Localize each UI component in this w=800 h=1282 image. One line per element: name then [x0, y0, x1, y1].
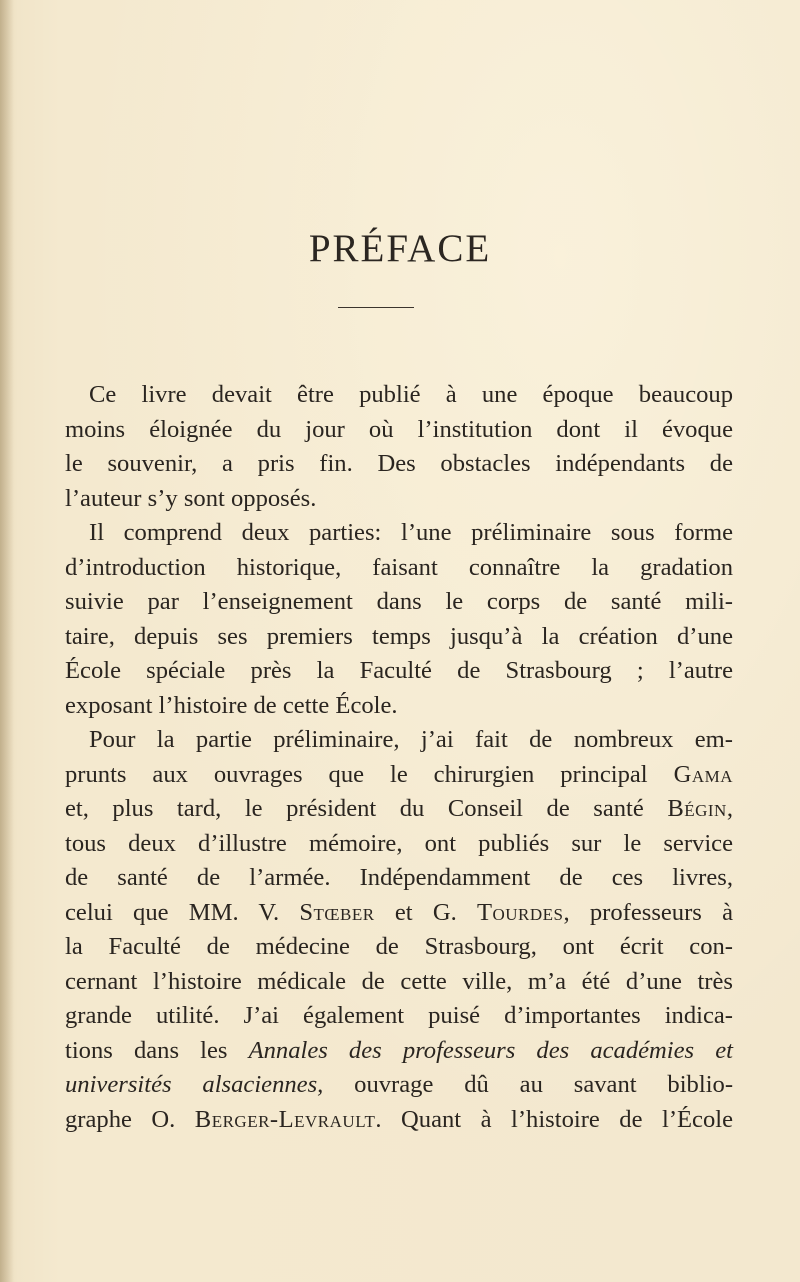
text-line: [65, 896, 733, 931]
text-run: tions dans les: [65, 1036, 249, 1064]
author-name: Stœber: [299, 898, 375, 926]
text-line: [65, 1068, 733, 1103]
text-line: [65, 792, 733, 827]
text-line: taire, depuis ses premiers temps jusqu’à la création d’une: [65, 622, 733, 650]
text-line: le souvenir, a pris fin. Des obstacles indépendants de: [65, 450, 733, 477]
binding-shadow: [0, 0, 14, 1282]
text-line: moins éloignée du jour où l’institution dont il évoque: [65, 415, 733, 443]
book-title: Annales des professeurs des académies et: [248, 1036, 733, 1064]
text-line: Il comprend deux parties: l’une préliminaire sous forme: [89, 519, 733, 546]
text-line: grande utilité. J’ai également puisé d’importantes indica-: [65, 1002, 733, 1029]
text-line: Pour la partie préliminaire, j’ai fait de nombreux em-: [89, 726, 733, 753]
preface-text: [65, 378, 733, 1137]
text-run: prunts aux ouvrages que le chirurgien principal: [65, 760, 674, 788]
text-run: graphe O.: [65, 1105, 195, 1133]
author-name: Berger-Levrault: [194, 1105, 376, 1133]
text-run: et G.: [374, 898, 477, 926]
text-run: ouvrage dû au savant biblio-: [323, 1071, 734, 1098]
text-line: [65, 1034, 733, 1069]
text-line: la Faculté de médecine de Strasbourg, ont écrit con-: [65, 933, 733, 960]
text-line: de santé de l’armée. Indépendamment de ces livres,: [65, 864, 733, 891]
text-line: [65, 1103, 733, 1138]
text-line: École spéciale près la Faculté de Strasbourg ; l’autre: [65, 657, 733, 684]
author-name: Gama: [673, 760, 733, 788]
text-line: tous deux d’illustre mémoire, ont publiés sur le service: [65, 829, 733, 857]
text-line: l’auteur s’y sont opposés.: [65, 484, 317, 512]
title-rule: [338, 307, 414, 308]
text-line: d’introduction historique, faisant connaître la gradation: [65, 553, 733, 581]
text-line: cernant l’histoire médicale de cette ville, m’a été d’une très: [65, 967, 733, 995]
author-name: Bégin: [667, 795, 727, 822]
text-run: ,: [726, 795, 733, 822]
book-title: universités alsaciennes,: [65, 1071, 324, 1098]
text-run: celui que MM. V.: [65, 898, 300, 926]
text-line: Ce livre devait être publié à une époque beaucoup: [89, 381, 733, 408]
text-run: , professeurs à: [563, 898, 733, 926]
text-line: exposant l’histoire de cette École.: [65, 691, 398, 719]
text-run: . Quant à l’histoire de l’École: [375, 1105, 733, 1133]
text-run: et, plus tard, le président du Conseil de santé: [65, 795, 668, 822]
author-name: Tourdes: [476, 898, 564, 926]
page-title: PRÉFACE: [308, 227, 492, 270]
text-line: suivie par l’enseignement dans le corps de santé mili-: [65, 588, 733, 615]
text-line: [65, 758, 733, 793]
